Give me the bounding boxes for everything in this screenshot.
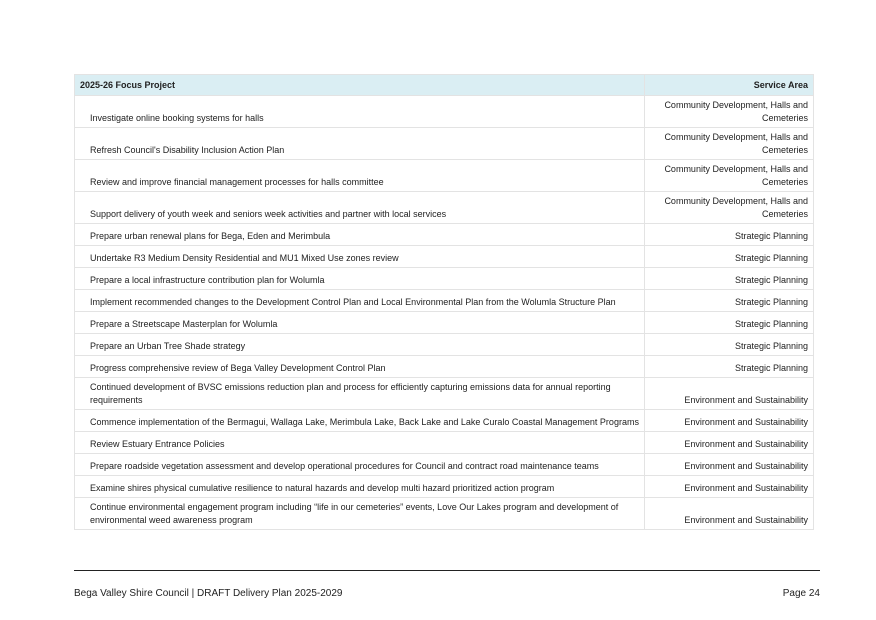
focus-project-cell: Investigate online booking systems for halls [75,96,645,128]
service-area-cell: Strategic Planning [645,290,814,312]
service-area-cell: Environment and Sustainability [645,432,814,454]
table-row [75,378,814,410]
footer-document-title: Bega Valley Shire Council | DRAFT Delivery Plan 2025-2029 [74,588,343,599]
table-row [75,356,814,378]
service-area-cell: Community Development, Halls and Cemeteries [645,96,814,128]
focus-project-cell: Review and improve financial management processes for halls committee [75,160,645,192]
focus-project-cell: Commence implementation of the Bermagui, Wallaga Lake, Merimbula Lake, Back Lake and Lake Curalo Coastal Management Programs [75,410,645,432]
service-area-cell: Strategic Planning [645,356,814,378]
focus-project-cell: Undertake R3 Medium Density Residential and MU1 Mixed Use zones review [75,246,645,268]
table-row [75,160,814,192]
service-area-cell: Environment and Sustainability [645,476,814,498]
table-row [75,128,814,160]
table-row [75,498,814,530]
header-service-area: Service Area [645,75,814,96]
table-row [75,334,814,356]
service-area-cell: Environment and Sustainability [645,410,814,432]
focus-project-cell: Continued development of BVSC emissions reduction plan and process for efficiently capturing emissions data for annual reporting requirements [75,378,645,410]
focus-project-cell: Refresh Council's Disability Inclusion Action Plan [75,128,645,160]
service-area-cell: Community Development, Halls and Cemeteries [645,128,814,160]
table-row [75,192,814,224]
header-focus-project: 2025-26 Focus Project [75,75,645,96]
service-area-cell: Community Development, Halls and Cemeteries [645,192,814,224]
focus-project-cell: Progress comprehensive review of Bega Valley Development Control Plan [75,356,645,378]
footer-divider [74,570,820,571]
service-area-cell: Strategic Planning [645,268,814,290]
service-area-cell: Strategic Planning [645,312,814,334]
service-area-cell: Strategic Planning [645,334,814,356]
table-row [75,290,814,312]
service-area-cell: Environment and Sustainability [645,454,814,476]
footer-page-number: Page 24 [782,588,820,599]
service-area-cell: Strategic Planning [645,246,814,268]
table-row [75,454,814,476]
focus-project-cell: Prepare an Urban Tree Shade strategy [75,334,645,356]
service-area-cell: Strategic Planning [645,224,814,246]
focus-project-cell: Prepare a Streetscape Masterplan for Wolumla [75,312,645,334]
table-row [75,476,814,498]
focus-project-cell: Implement recommended changes to the Development Control Plan and Local Environmental Plan from the Wolumla Structure Plan [75,290,645,312]
table-row [75,410,814,432]
table-row [75,268,814,290]
table-row [75,246,814,268]
table-row [75,432,814,454]
table-row [75,96,814,128]
table-header-row [75,75,814,96]
focus-project-cell: Examine shires physical cumulative resilience to natural hazards and develop multi hazard prioritized action program [75,476,645,498]
table-row [75,224,814,246]
service-area-cell: Community Development, Halls and Cemeteries [645,160,814,192]
service-area-cell: Environment and Sustainability [645,378,814,410]
table-row [75,312,814,334]
focus-project-cell: Prepare urban renewal plans for Bega, Eden and Merimbula [75,224,645,246]
focus-project-cell: Review Estuary Entrance Policies [75,432,645,454]
service-area-cell: Environment and Sustainability [645,498,814,530]
focus-project-cell: Prepare roadside vegetation assessment and develop operational procedures for Council and contract road maintenance teams [75,454,645,476]
focus-project-cell: Support delivery of youth week and seniors week activities and partner with local services [75,192,645,224]
focus-project-cell: Continue environmental engagement program including “life in our cemeteries” events, Love Our Lakes program and development of environmental weed awareness program [75,498,645,530]
focus-project-table [74,74,814,530]
focus-project-cell: Prepare a local infrastructure contribution plan for Wolumla [75,268,645,290]
